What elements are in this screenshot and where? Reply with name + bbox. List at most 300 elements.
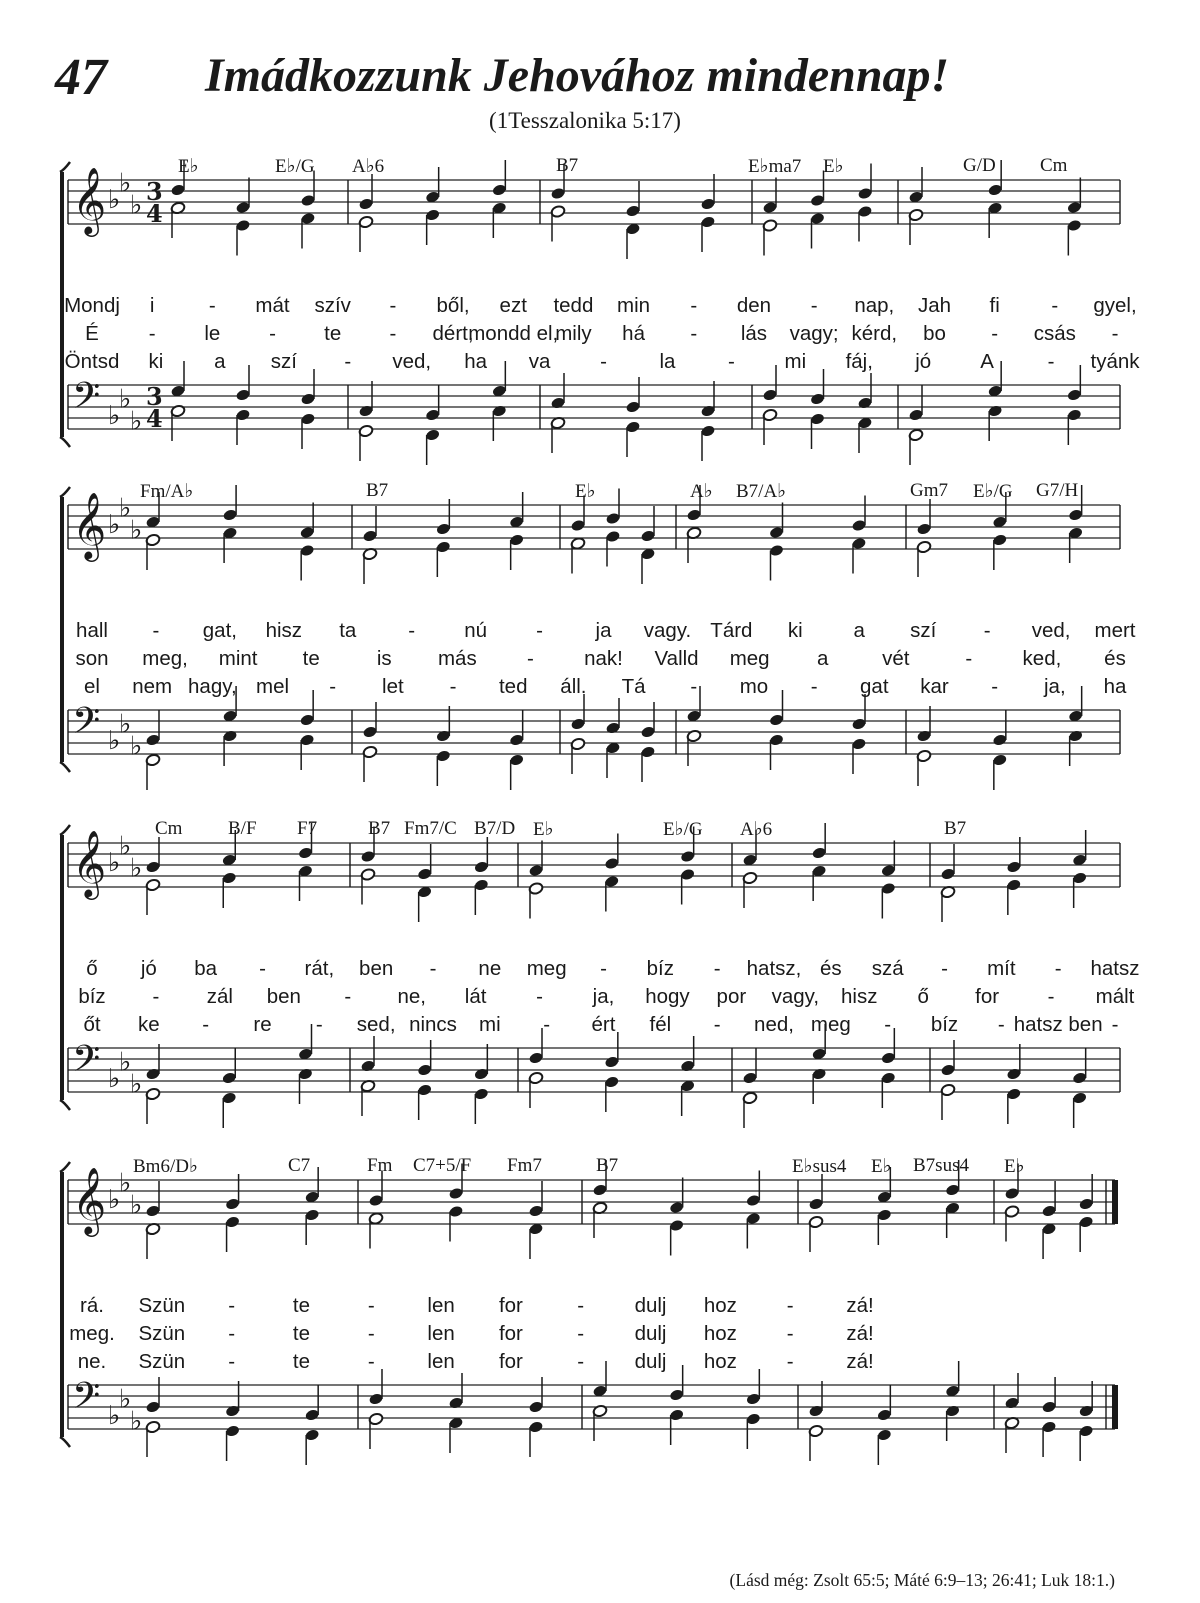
bass-note: [680, 1079, 695, 1116]
lyric-syllable: meg: [729, 647, 770, 670]
alto-note: [298, 864, 313, 901]
bass-note: [669, 1408, 684, 1445]
lyric-syllable: lát: [464, 985, 487, 1008]
tenor-note: [474, 1044, 489, 1081]
score-system-3: [0, 818, 1200, 1108]
lyric-syllable: meg: [526, 957, 567, 980]
alto-note: [808, 1215, 823, 1252]
lyric-syllable: ki: [148, 350, 164, 373]
alto-note: [425, 208, 440, 245]
chord-symbol: C7: [288, 1155, 311, 1176]
lyric-syllable: -: [1054, 957, 1062, 980]
lyric-syllable: -: [367, 1322, 375, 1345]
lyric-syllable: Valld: [654, 647, 699, 670]
bass-note: [448, 1416, 463, 1453]
lyric-syllable: Tá: [621, 675, 646, 698]
alto-note: [762, 219, 777, 256]
lyric-syllable: -: [1047, 985, 1055, 1008]
lyric-syllable: jó: [140, 957, 157, 980]
tenor-note: [916, 706, 931, 743]
lyric-syllable: -: [577, 1322, 585, 1345]
lyric-syllable: -: [543, 1013, 551, 1036]
lyric-syllable: nincs: [409, 1013, 457, 1036]
alto-note: [448, 1205, 463, 1242]
lyric-syllable: ő: [86, 957, 98, 980]
lyric-syllable: for: [498, 1322, 523, 1345]
lyric-line-verse-1: [60, 1294, 1120, 1320]
lyric-syllable: -: [727, 350, 735, 373]
chord-symbol: A♭6: [352, 156, 385, 177]
lyric-syllable: dért,: [432, 322, 474, 345]
tenor-note: [358, 381, 373, 418]
score-system-4: [0, 1155, 1200, 1445]
lyric-syllable: Jah: [917, 294, 951, 317]
melody-note: [857, 164, 872, 201]
lyric-syllable: -: [329, 675, 337, 698]
lyric-syllable: vagy;: [789, 322, 839, 345]
alto-note: [222, 871, 237, 908]
alto-note: [362, 547, 377, 584]
bass-note: [945, 1404, 960, 1441]
melody-note: [417, 844, 432, 881]
bass-note: [298, 1067, 313, 1104]
alto-note: [417, 885, 432, 922]
alto-note: [145, 878, 160, 915]
alto-note: [680, 868, 695, 905]
tenor-note: [448, 1373, 463, 1410]
flat-icon: ♭: [130, 1190, 143, 1221]
lyric-syllable: más: [437, 647, 477, 670]
lyric-syllable: ke: [138, 1013, 160, 1036]
chord-symbol: E♭/G: [663, 819, 703, 840]
lyric-line-verse-2: [60, 647, 1126, 673]
lyric-syllable: -: [315, 1013, 323, 1036]
flat-icon: ♭: [119, 709, 132, 740]
chord-symbol: G7/H: [1036, 480, 1079, 501]
lyric-syllable: ben: [359, 957, 394, 980]
bass-note: [235, 408, 250, 445]
lyric-syllable: gat,: [202, 619, 237, 642]
lyric-syllable: -: [991, 675, 999, 698]
flat-icon: ♭: [119, 168, 132, 199]
lyric-syllable: -: [367, 1294, 375, 1317]
melody-note: [987, 160, 1002, 197]
alto-note: [170, 201, 185, 238]
lyric-syllable: te: [324, 322, 342, 345]
bass-note: [360, 1079, 375, 1116]
tenor-note: [145, 1044, 160, 1081]
bass-note: [1068, 729, 1083, 766]
chord-symbol: C7+5/F: [413, 1155, 472, 1176]
lyric-syllable: -: [690, 294, 698, 317]
melody-note: [811, 823, 826, 860]
chord-symbol: B7: [556, 155, 579, 176]
melody-note: [448, 1164, 463, 1201]
chord-symbol: B7/D: [474, 818, 516, 839]
time-signature-bottom: 4: [146, 404, 163, 433]
lyric-syllable: -: [228, 1350, 236, 1373]
tenor-note: [992, 710, 1007, 747]
lyric-syllable: hatsz: [1090, 957, 1140, 980]
bass-note: [225, 1424, 240, 1461]
tenor-note: [700, 381, 715, 418]
lyric-syllable: ba: [194, 957, 218, 980]
alto-note: [550, 205, 565, 242]
bass-clef-icon: 𝄢: [72, 1038, 101, 1089]
tenor-note: [225, 1381, 240, 1418]
lyric-syllable: áll.: [560, 675, 587, 698]
lyric-syllable: -: [997, 1013, 1005, 1036]
bass-note: [509, 753, 524, 790]
lyric-syllable: -: [344, 985, 352, 1008]
lyric-syllable: len: [427, 1322, 455, 1345]
melody-note: [235, 178, 250, 215]
bass-note: [762, 408, 777, 445]
alto-note: [570, 537, 585, 574]
lyric-syllable: hisz: [265, 619, 303, 642]
melody-note: [992, 492, 1007, 529]
lyric-syllable: ezt: [499, 294, 527, 317]
tenor-note: [425, 385, 440, 422]
lyric-syllable: -: [344, 350, 352, 373]
melody-note: [881, 841, 896, 878]
bass-note: [1067, 408, 1082, 445]
melody-note: [742, 830, 757, 867]
lyric-line-verse-3: [60, 1350, 1120, 1376]
tenor-note: [680, 1036, 695, 1073]
melody-note: [509, 492, 524, 529]
alto-note: [145, 533, 160, 570]
time-signature-top: 3: [146, 177, 163, 206]
lyric-syllable: -: [991, 322, 999, 345]
lyric-syllable: zá!: [846, 1350, 874, 1373]
bass-note: [358, 424, 373, 461]
tenor-note: [1004, 1373, 1019, 1410]
tenor-note: [857, 373, 872, 410]
lyric-syllable: hoz: [703, 1350, 737, 1373]
melody-note: [940, 844, 955, 881]
lyric-syllable: -: [389, 322, 397, 345]
flat-icon: ♭: [108, 726, 121, 756]
lyric-syllable: meg,: [142, 647, 188, 670]
lyric-syllable: tedd: [553, 294, 594, 317]
tenor-note: [1041, 1377, 1056, 1414]
alto-note: [604, 875, 619, 912]
time-signature-top: 3: [146, 382, 163, 411]
lyric-syllable: -: [577, 1350, 585, 1373]
lyric-syllable: ha: [1103, 675, 1127, 698]
lyric-syllable: for: [975, 985, 1000, 1008]
lyric-syllable: mi: [784, 350, 807, 373]
melody-note: [1067, 178, 1082, 215]
tenor-note: [509, 710, 524, 747]
alto-note: [1006, 878, 1021, 915]
bass-note: [1078, 1424, 1093, 1461]
lyric-syllable: nú: [464, 619, 488, 642]
flat-icon: ♭: [130, 1069, 143, 1100]
bass-note: [1004, 1416, 1019, 1453]
melody-note: [304, 1167, 319, 1204]
lyric-syllable: mi: [479, 1013, 501, 1036]
lyric-syllable: -: [965, 647, 973, 670]
lyric-syllable: son: [75, 647, 109, 670]
alto-note: [769, 544, 784, 581]
lyric-syllable: hoz: [703, 1294, 737, 1317]
lyric-syllable: dulj: [634, 1350, 667, 1373]
lyric-syllable: -: [269, 322, 276, 345]
lyric-syllable: fáj,: [845, 350, 873, 373]
treble-clef-icon: 𝄞: [72, 166, 107, 234]
tenor-note: [605, 698, 620, 735]
lyric-syllable: kérd,: [851, 322, 898, 345]
melody-note: [945, 1160, 960, 1197]
alto-note: [810, 212, 825, 249]
bass-note: [145, 1087, 160, 1124]
chord-symbol: B/F: [228, 818, 257, 839]
tenor-note: [940, 1040, 955, 1077]
lyric-syllable: ben: [266, 985, 301, 1008]
lyric-syllable: rá.: [80, 1294, 104, 1317]
alto-note: [811, 864, 826, 901]
chord-symbol: E♭: [871, 1156, 892, 1177]
lyric-syllable: szá: [871, 957, 904, 980]
alto-note: [987, 201, 1002, 238]
lyric-syllable: fi: [989, 294, 1000, 317]
lyric-syllable: -: [810, 675, 818, 698]
lyric-syllable: for: [498, 1294, 523, 1317]
treble-staff: [68, 505, 1120, 549]
melody-note: [640, 506, 655, 543]
alto-note: [1004, 1205, 1019, 1242]
lyric-syllable: mo: [739, 675, 769, 698]
melody-note: [877, 1167, 892, 1204]
chord-symbol: B7: [944, 818, 967, 839]
alto-note: [625, 222, 640, 259]
lyric-syllable: ne.: [77, 1350, 107, 1373]
lyric-syllable: va: [528, 350, 551, 373]
lyric-syllable: sed,: [356, 1013, 396, 1036]
melody-note: [425, 167, 440, 204]
lyric-syllable: hatsz ben: [1013, 1013, 1103, 1036]
flat-icon: ♭: [130, 853, 143, 884]
melody-note: [604, 834, 619, 871]
lyric-syllable: te: [292, 1294, 311, 1317]
bass-staff: [68, 385, 1120, 429]
lyric-syllable: ha: [464, 350, 488, 373]
lyric-syllable: há: [622, 322, 645, 345]
lyric-syllable: mel: [255, 675, 290, 698]
lyric-line-verse-3: [60, 675, 1127, 701]
tenor-note: [360, 1036, 375, 1073]
melody-note: [299, 503, 314, 540]
chord-symbol: G/D: [963, 155, 996, 176]
lyric-syllable: -: [713, 1013, 721, 1036]
chord-symbol: B7sus4: [913, 1155, 969, 1176]
melody-note: [145, 1181, 160, 1218]
chord-symbol: E♭/G: [275, 156, 315, 177]
lyric-syllable: mert: [1094, 619, 1136, 642]
alto-note: [509, 533, 524, 570]
chord-symbol: B7: [368, 818, 391, 839]
bass-note: [222, 729, 237, 766]
lyric-syllable: te: [292, 1322, 311, 1345]
lyric-syllable: meg.: [69, 1322, 115, 1345]
lyric-syllable: la: [659, 350, 676, 373]
bass-note: [436, 749, 451, 786]
alto-note: [700, 215, 715, 252]
lyric-syllable: -: [259, 957, 266, 980]
lyric-syllable: -: [983, 619, 991, 642]
tenor-note: [550, 373, 565, 410]
lyric-syllable: bíz: [646, 957, 675, 980]
bass-note: [604, 1075, 619, 1112]
lyric-syllable: -: [527, 647, 534, 670]
lyric-syllable: den: [736, 294, 772, 317]
bass-note: [987, 404, 1002, 441]
lyric-syllable: -: [577, 1294, 585, 1317]
chord-symbol: E♭ma7: [748, 156, 802, 177]
bass-note: [769, 733, 784, 770]
chord-symbol: E♭/G: [973, 481, 1013, 502]
lyric-syllable: ked,: [1022, 647, 1062, 670]
bass-note: [605, 741, 620, 778]
bass-note: [1006, 1087, 1021, 1124]
bass-clef-icon: 𝄢: [72, 700, 101, 751]
lyric-syllable: -: [786, 1322, 794, 1345]
melody-note: [669, 1178, 684, 1215]
lyric-syllable: ja,: [1043, 675, 1066, 698]
alto-note: [881, 882, 896, 919]
chord-symbol: Fm/A♭: [140, 481, 194, 502]
melody-note: [680, 827, 695, 864]
lyric-syllable: te: [292, 1350, 311, 1373]
flat-icon: ♭: [119, 831, 132, 862]
lyric-syllable: -: [690, 675, 698, 698]
alto-note: [492, 201, 507, 238]
alto-note: [669, 1219, 684, 1256]
lyric-syllable: hall: [76, 619, 108, 642]
lyric-syllable: el: [84, 675, 100, 698]
chord-symbol: E♭sus4: [792, 1156, 847, 1177]
melody-note: [362, 506, 377, 543]
tenor-note: [145, 710, 160, 747]
lyric-syllable: -: [600, 957, 607, 980]
treble-clef-icon: 𝄞: [72, 829, 107, 897]
alto-note: [235, 219, 250, 256]
score-system-2: [0, 480, 1200, 770]
flat-icon: ♭: [130, 190, 143, 221]
alto-note: [299, 544, 314, 581]
tenor-note: [640, 702, 655, 739]
lyric-syllable: tyánk: [1090, 350, 1140, 373]
bass-note: [908, 428, 923, 465]
tenor-note: [304, 1385, 319, 1422]
melody-note: [1068, 485, 1083, 522]
tenor-note: [625, 377, 640, 414]
lyric-syllable: Öntsd: [64, 350, 120, 373]
chord-symbol: E♭: [575, 481, 596, 502]
chord-symbol: Fm7: [507, 1155, 542, 1176]
bass-note: [492, 404, 507, 441]
lyric-syllable: -: [152, 619, 160, 642]
tenor-note: [877, 1385, 892, 1422]
lyric-syllable: csás: [1033, 322, 1076, 345]
lyric-syllable: ved,: [392, 350, 432, 373]
treble-clef-icon: 𝄞: [72, 491, 107, 559]
lyric-syllable: rát,: [304, 957, 335, 980]
tenor-note: [362, 702, 377, 739]
lyric-syllable: hatsz,: [746, 957, 802, 980]
lyric-syllable: -: [536, 619, 543, 642]
lyric-syllable: hogy: [645, 985, 690, 1008]
flat-icon: ♭: [130, 731, 143, 762]
lyric-syllable: i: [149, 294, 155, 317]
lyric-syllable: a: [853, 619, 865, 642]
lyric-syllable: ted: [498, 675, 528, 698]
lyric-syllable: -: [148, 322, 156, 345]
lyric-syllable: ja: [595, 619, 612, 642]
chord-symbol: E♭: [1004, 1156, 1025, 1177]
bass-note: [686, 729, 701, 766]
lyric-syllable: -: [202, 1013, 210, 1036]
bass-note: [1041, 1420, 1056, 1457]
chord-symbol: F7: [297, 818, 318, 839]
lyric-syllable: -: [810, 294, 818, 317]
tenor-note: [1078, 1381, 1093, 1418]
chord-symbol: E♭: [823, 156, 844, 177]
alto-note: [474, 878, 489, 915]
hymn-number: 47: [55, 49, 107, 106]
lyric-syllable: re: [253, 1013, 272, 1036]
bass-note: [145, 753, 160, 790]
tenor-note: [1072, 1048, 1087, 1085]
lyric-syllable: zál: [206, 985, 233, 1008]
lyric-syllable: -: [884, 1013, 892, 1036]
melody-note: [570, 496, 585, 533]
footnote-references: (Lásd még: Zsolt 65:5; Máté 6:9–13; 26:41; Luk 18:1.): [729, 1570, 1115, 1590]
bass-note: [222, 1091, 237, 1128]
melody-note: [170, 160, 185, 197]
lyric-syllable: ért: [591, 1013, 616, 1036]
melody-note: [686, 485, 701, 522]
lyric-syllable: a: [214, 350, 226, 373]
flat-icon: ♭: [119, 1168, 132, 1199]
lyric-syllable: -: [786, 1350, 794, 1373]
lyric-syllable: a: [817, 647, 829, 670]
melody-note: [222, 485, 237, 522]
lyric-syllable: -: [690, 322, 698, 345]
flat-icon: ♭: [119, 1384, 132, 1415]
lyric-syllable: és: [1104, 647, 1126, 670]
treble-staff: [68, 180, 1120, 224]
lyric-syllable: nap,: [854, 294, 895, 317]
lyric-syllable: len: [427, 1294, 455, 1317]
lyric-syllable: ből,: [436, 294, 470, 317]
lyric-syllable: ja,: [592, 985, 615, 1008]
alto-note: [1072, 871, 1087, 908]
melody-note: [762, 178, 777, 215]
flat-icon: ♭: [119, 1047, 132, 1078]
flat-icon: ♭: [130, 515, 143, 546]
melody-note: [1041, 1181, 1056, 1218]
flat-icon: ♭: [108, 1401, 121, 1431]
bass-note: [417, 1083, 432, 1120]
bass-note: [700, 424, 715, 461]
lyric-syllable: gyel,: [1093, 294, 1137, 317]
lyric-syllable: ne,: [397, 985, 426, 1008]
bass-note: [811, 1067, 826, 1104]
lyric-syllable: te: [302, 647, 320, 670]
